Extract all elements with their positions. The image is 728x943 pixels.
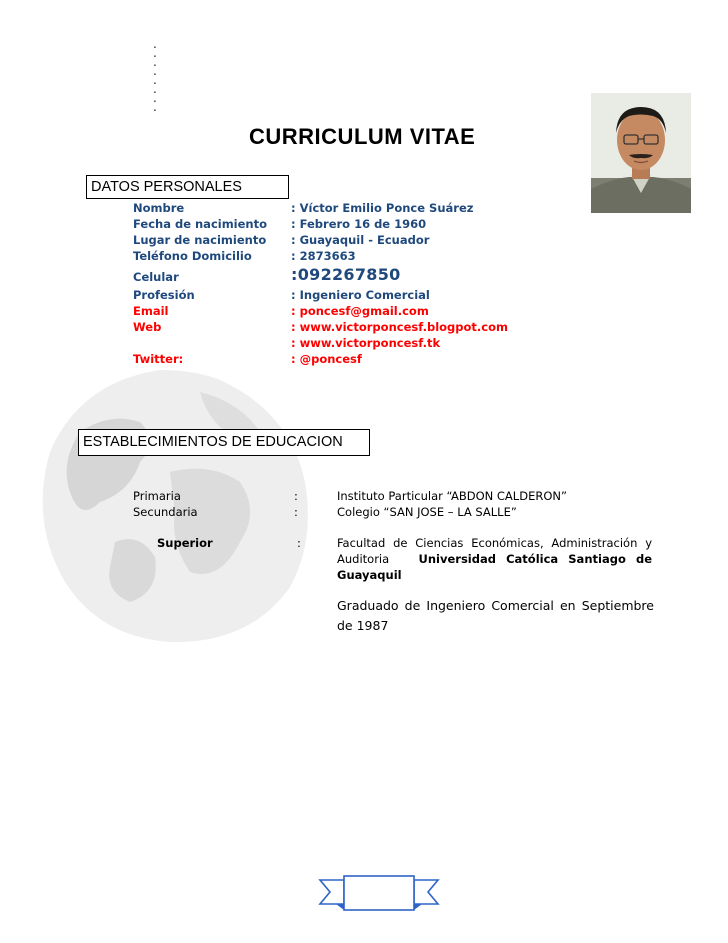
superior-label: Superior	[157, 536, 213, 550]
web-value-tk[interactable]: : www.victorponcesf.tk	[291, 336, 441, 350]
twitter-label: Twitter:	[133, 352, 184, 366]
email-value[interactable]: : poncesf@gmail.com	[291, 304, 429, 318]
profesion-value: : Ingeniero Comercial	[291, 288, 430, 302]
graduado-text: Graduado de Ingeniero Comercial en Septiembre de 1987	[337, 598, 654, 633]
superior-value	[337, 535, 652, 583]
secundaria-colon: :	[294, 505, 298, 519]
twitter-value[interactable]: : @poncesf	[291, 352, 362, 366]
page-title: CURRICULUM VITAE	[249, 124, 476, 149]
profile-photo	[591, 93, 691, 213]
telefono-value: : 2873663	[291, 249, 356, 263]
telefono-label: Teléfono Domicilio	[133, 249, 252, 263]
celular-label: Celular	[133, 270, 179, 284]
lugar-nacimiento-value: : Guayaquil - Ecuador	[291, 233, 430, 247]
celular-number: 092267850	[297, 265, 401, 284]
datos-personales-heading: DATOS PERSONALES	[86, 175, 289, 199]
primaria-label: Primaria	[133, 489, 181, 503]
superior-facultad: Facultad de Ciencias Económicas, Administración y Auditoria	[337, 536, 652, 566]
fecha-nacimiento-value: : Febrero 16 de 1960	[291, 217, 427, 231]
celular-value	[291, 265, 401, 284]
superior-colon: :	[297, 536, 301, 550]
primaria-colon: :	[294, 489, 298, 503]
ribbon-banner-icon	[318, 874, 440, 914]
web-label: Web	[133, 320, 162, 334]
nombre-value: : Víctor Emilio Ponce Suárez	[291, 201, 474, 215]
primaria-value: Instituto Particular “ABDON CALDERON”	[337, 489, 567, 503]
secundaria-label: Secundaria	[133, 505, 198, 519]
web-value-blog[interactable]: : www.victorponcesf.blogpot.com	[291, 320, 508, 334]
superior-universidad: Universidad Católica Santiago de Guayaquil	[337, 552, 652, 582]
email-label: Email	[133, 304, 169, 318]
dot-column: . . . . . . . .	[153, 37, 157, 114]
lugar-nacimiento-label: Lugar de nacimiento	[133, 233, 267, 247]
secundaria-value: Colegio “SAN JOSE – LA SALLE”	[337, 505, 517, 519]
profesion-label: Profesión	[133, 288, 195, 302]
educacion-heading: ESTABLECIMIENTOS DE EDUCACION	[78, 429, 370, 456]
celular-colon: :	[291, 265, 298, 284]
fecha-nacimiento-label: Fecha de nacimiento	[133, 217, 268, 231]
nombre-label: Nombre	[133, 201, 185, 215]
